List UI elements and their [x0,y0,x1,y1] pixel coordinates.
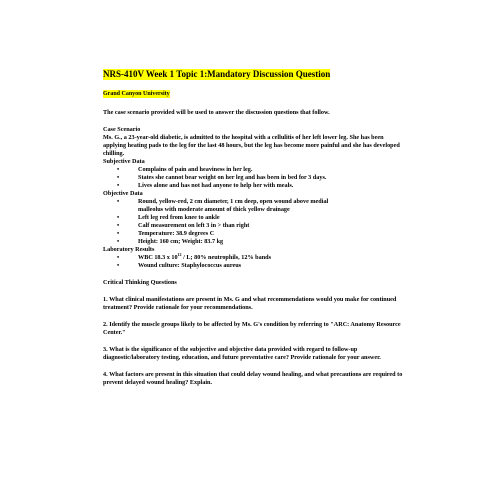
question-3: 3. What is the significance of the subjective and objective data provided with regard to follow-up diagnostic/laboratory testing, education, and future preventative care? Provide rationale for your answer. [103,346,381,361]
list-item: • Complains of pain and heaviness in her leg. [117,166,253,173]
list-item: • Lives alone and has not had anyone to help her with meals. [117,182,294,189]
bullet-icon: • [117,254,120,261]
intro-text: The case scenario provided will be used to answer the discussion questions that follow. [103,109,330,116]
document-page [103,64,403,387]
case-scenario-text: Ms. G., a 23-year-old diabetic, is admitted to the hospital with a cellulitis of her left lower leg. She has been applying heating pads to the leg for the last 48 hours, but the leg has become more painful and she has developed chilling. [103,134,400,157]
list-item: • Round, yellow-red, 2 cm diameter, 1 cm deep, open wound above medial [117,198,329,205]
list-item: • Temperature: 38.9 degrees C [117,230,215,237]
list-item: • Wound culture: Staphylococcus aureus [117,262,242,269]
bullet-icon: • [117,262,120,269]
list-item: • Calf measurement on left 3 in > than right [117,222,250,229]
subjective-data-list [103,166,403,190]
bullet-icon: • [117,214,120,221]
bullet-icon: • [117,198,120,205]
bullet-icon: • [117,222,120,229]
bullet-icon: • [117,238,120,245]
lab-results-list [103,251,403,270]
document-title: NRS-410V Week 1 Topic 1:Mandatory Discussion Question [103,69,331,79]
question-1: 1. What clinical manifestations are present in Ms. G and what recommendations would you make for continued treatment? Provide rationale for your recommendations. [103,296,397,311]
question-4: 4. What factors are present in this situation that could delay wound healing, and what precautions are required to prevent delayed wound healing? Explain. [103,371,403,386]
list-item: • States she cannot bear weight on her leg and has been in bed for 3 days. [117,174,327,181]
question-2: 2. Identify the muscle groups likely to be affected by Ms. G's condition by referring to "ARC: Anatomy Resource Center." [103,321,401,336]
subjective-data-heading: Subjective Data [103,158,145,165]
list-item-continuation: malleolus with moderate amount of thick yellow drainage [138,206,290,213]
bullet-icon: • [117,174,120,181]
list-item: • Left leg red from knee to ankle [117,214,220,221]
list-item: • Height: 160 cm; Weight: 83.7 kg [117,238,224,245]
critical-thinking-heading: Critical Thinking Questions [103,279,177,286]
list-item: • WBC 18.3 x $10^{12}$ / L; 80% neutrophils, 12% bands [117,251,272,261]
lab-results-heading: Laboratory Results [103,246,155,253]
objective-data-heading: Objective Data [103,190,143,197]
university-name: Grand Canyon University [103,91,170,97]
bullet-icon: • [117,230,120,237]
bullet-icon: • [117,182,120,189]
bullet-icon: • [117,166,120,173]
case-scenario-heading: Case Scenario [103,126,141,133]
objective-data-list [103,198,403,246]
